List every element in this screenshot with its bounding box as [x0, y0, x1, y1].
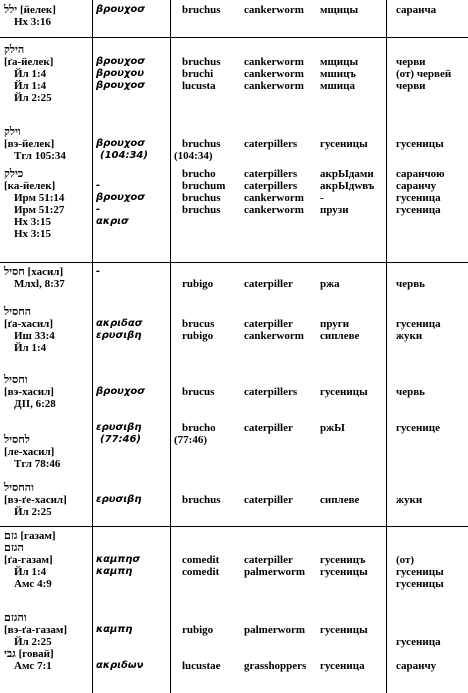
reference-cell: Нх 3:15 [14, 228, 51, 240]
english-cell: caterpillers [244, 138, 298, 150]
slavonic-cell: гусеницы [320, 566, 368, 578]
russian-cell: саранчу [396, 180, 437, 192]
latin-cell: brucho [182, 168, 216, 180]
russian-cell: (от) червей [396, 68, 452, 80]
greek-cell: καμπη [96, 566, 133, 577]
russian-cell: гусеница [396, 318, 441, 330]
reference-cell: וחסיל [4, 374, 28, 386]
russian-cell: гусеница [396, 636, 441, 648]
slavonic-cell: гусеницъ [320, 554, 366, 566]
reference-cell: [ка-йелек] [4, 180, 56, 192]
reference-cell: כילק [4, 168, 24, 180]
slavonic-cell: ржЫ [320, 422, 345, 434]
reference-cell: Амс 7:1 [14, 660, 52, 672]
russian-cell: червь [396, 278, 425, 290]
english-cell: cankerworm [244, 80, 304, 92]
latin-cell: comedit [182, 566, 220, 578]
reference-cell: החסיל [4, 306, 32, 318]
reference-cell: [вэ-йелек] [4, 138, 55, 150]
russian-cell: гусеницы [396, 578, 444, 590]
reference-cell: Амс 4:9 [14, 578, 52, 590]
slavonic-cell: мщицы [320, 56, 359, 68]
slavonic-cell: мшицъ [320, 68, 356, 80]
reference-cell: הילק [4, 44, 25, 56]
reference-cell: [вэ-ґе-хасил] [4, 494, 67, 506]
english-cell: caterpiller [244, 554, 293, 566]
slavonic-cell: прузи [320, 204, 349, 216]
russian-cell: черви [396, 56, 426, 68]
russian-cell: гусеницы [396, 566, 444, 578]
reference-cell: חסיל [хасил] [4, 266, 64, 278]
english-cell: cankerworm [244, 4, 304, 16]
english-cell: palmerworm [244, 566, 306, 578]
latin-cell: brucus [182, 386, 215, 398]
latin-cell: rubigo [182, 624, 214, 636]
greek-cell: ερυσιβη [96, 330, 142, 341]
english-cell: caterpillers [244, 168, 298, 180]
reference-cell: [ґа-йелек] [4, 56, 54, 68]
reference-cell: ДII, 6:28 [14, 398, 56, 410]
latin-cell: rubigo [182, 278, 214, 290]
greek-cell: βρουχου [96, 68, 145, 79]
reference-cell: Йл 1:4 [14, 68, 47, 80]
slavonic-cell: ржа [320, 278, 340, 290]
latin-cell: brucho [182, 422, 216, 434]
russian-cell: гусенице [396, 422, 440, 434]
russian-cell: саранчою [396, 168, 445, 180]
greek-cell: ερυσιβη [96, 494, 142, 505]
reference-cell: Ирм 51:27 [14, 204, 65, 216]
slavonic-cell: гусеница [320, 660, 365, 672]
english-cell: palmerworm [244, 624, 306, 636]
slavonic-cell: сиплеве [320, 330, 360, 342]
russian-cell: гусеница [396, 192, 441, 204]
slavonic-cell: сиплеве [320, 494, 360, 506]
reference-cell: Млхl, 8:37 [14, 278, 65, 290]
reference-cell: והחסיל [4, 482, 34, 494]
reference-cell: Йл 1:4 [14, 566, 47, 578]
english-cell: cankerworm [244, 192, 304, 204]
russian-cell: (от) [396, 554, 415, 566]
reference-cell: גזם [газам] [4, 530, 56, 542]
english-cell: cankerworm [244, 204, 304, 216]
english-cell: grasshoppers [244, 660, 307, 672]
reference-cell: גבי [говай] [4, 648, 54, 660]
slavonic-cell: акрЫдами [320, 168, 374, 180]
greek-cell: ερυσιβη [96, 422, 142, 433]
english-cell: caterpiller [244, 494, 293, 506]
greek-cell: βρουχοσ [96, 138, 146, 149]
reference-cell: Тгл 105:34 [14, 150, 66, 162]
latin-cell: bruchum [182, 180, 226, 192]
slavonic-cell: - [320, 192, 324, 204]
reference-cell: [вэ-ґа-газам] [4, 624, 68, 636]
reference-cell: [ле-хасил] [4, 446, 55, 458]
greek-cell: βρουχοσ [96, 4, 146, 15]
section-divider [0, 37, 468, 38]
greek-cell: ακριδων [96, 660, 144, 671]
greek-cell: βρουχοσ [96, 56, 146, 67]
greek-cell: - [96, 204, 101, 215]
latin-cell: bruchi [182, 68, 214, 80]
greek-cell: καμπη [96, 624, 133, 635]
column-divider [386, 0, 387, 693]
reference-cell: Тгл 78:46 [14, 458, 61, 470]
latin-cell: bruchus [182, 4, 221, 16]
greek-cell: - [96, 266, 101, 277]
greek-cell: βρουχοσ [96, 386, 146, 397]
english-cell: cankerworm [244, 56, 304, 68]
latin-cell: bruchus [182, 494, 221, 506]
reference-cell: Нх 3:16 [14, 16, 51, 28]
reference-cell: Йл 1:4 [14, 80, 47, 92]
slavonic-cell: гусеницы [320, 624, 368, 636]
reference-cell: Йл 2:25 [14, 506, 52, 518]
reference-cell: Нх 3:15 [14, 216, 51, 228]
english-cell: caterpillers [244, 180, 298, 192]
greek-cell: (104:34) [100, 150, 148, 161]
greek-cell: - [96, 180, 101, 191]
russian-cell: саранча [396, 4, 437, 16]
english-cell: caterpiller [244, 422, 293, 434]
latin-cell: bruchus [182, 192, 221, 204]
greek-cell: καμπησ [96, 554, 141, 565]
column-divider [92, 0, 93, 693]
slavonic-cell: гусеницы [320, 386, 368, 398]
latin-cell: bruchus [182, 56, 221, 68]
reference-cell: Йл 1:4 [14, 342, 47, 354]
english-cell: cankerworm [244, 330, 304, 342]
greek-cell: ακριδασ [96, 318, 143, 329]
latin-cell: (77:46) [174, 434, 207, 446]
latin-cell: rubigo [182, 330, 214, 342]
reference-cell: והגזם [4, 612, 27, 624]
english-cell: caterpillers [244, 386, 298, 398]
russian-cell: жуки [396, 330, 423, 342]
greek-cell: (77:46) [100, 434, 141, 445]
greek-cell: ακρισ [96, 216, 129, 227]
greek-cell: βρουχοσ [96, 80, 146, 91]
latin-cell: lucustae [182, 660, 221, 672]
latin-cell: brucus [182, 318, 215, 330]
latin-cell: (104:34) [174, 150, 213, 162]
reference-cell: וילק [4, 126, 21, 138]
reference-cell: Иш 33:4 [14, 330, 55, 342]
latin-cell: lucusta [182, 80, 216, 92]
russian-cell: жуки [396, 494, 423, 506]
slavonic-cell: пруги [320, 318, 350, 330]
russian-cell: червь [396, 386, 425, 398]
column-divider [170, 0, 171, 693]
russian-cell: черви [396, 80, 426, 92]
reference-cell: Йл 2:25 [14, 92, 52, 104]
reference-cell: Йл 2:25 [14, 636, 52, 648]
section-divider [0, 262, 468, 263]
section-divider [0, 526, 468, 527]
russian-cell: гусеницы [396, 138, 444, 150]
english-cell: caterpiller [244, 318, 293, 330]
reference-cell: [ґа-газам] [4, 554, 53, 566]
slavonic-cell: акрЫдwвъ [320, 180, 375, 192]
reference-cell: לחסיל [4, 434, 30, 446]
reference-cell: Ирм 51:14 [14, 192, 65, 204]
slavonic-cell: гусеницы [320, 138, 368, 150]
reference-cell: [вэ-хасил] [4, 386, 54, 398]
slavonic-cell: мшица [320, 80, 355, 92]
latin-cell: bruchus [182, 138, 221, 150]
greek-cell: βρουχοσ [96, 192, 146, 203]
reference-cell: [ґа-хасил] [4, 318, 54, 330]
english-cell: caterpiller [244, 278, 293, 290]
latin-cell: bruchus [182, 204, 221, 216]
russian-cell: саранчу [396, 660, 437, 672]
reference-cell: ילל [йелек] [4, 4, 56, 16]
reference-cell: הגזם [4, 542, 24, 554]
latin-cell: comedit [182, 554, 220, 566]
slavonic-cell: мщицы [320, 4, 359, 16]
russian-cell: гусеница [396, 204, 441, 216]
english-cell: cankerworm [244, 68, 304, 80]
